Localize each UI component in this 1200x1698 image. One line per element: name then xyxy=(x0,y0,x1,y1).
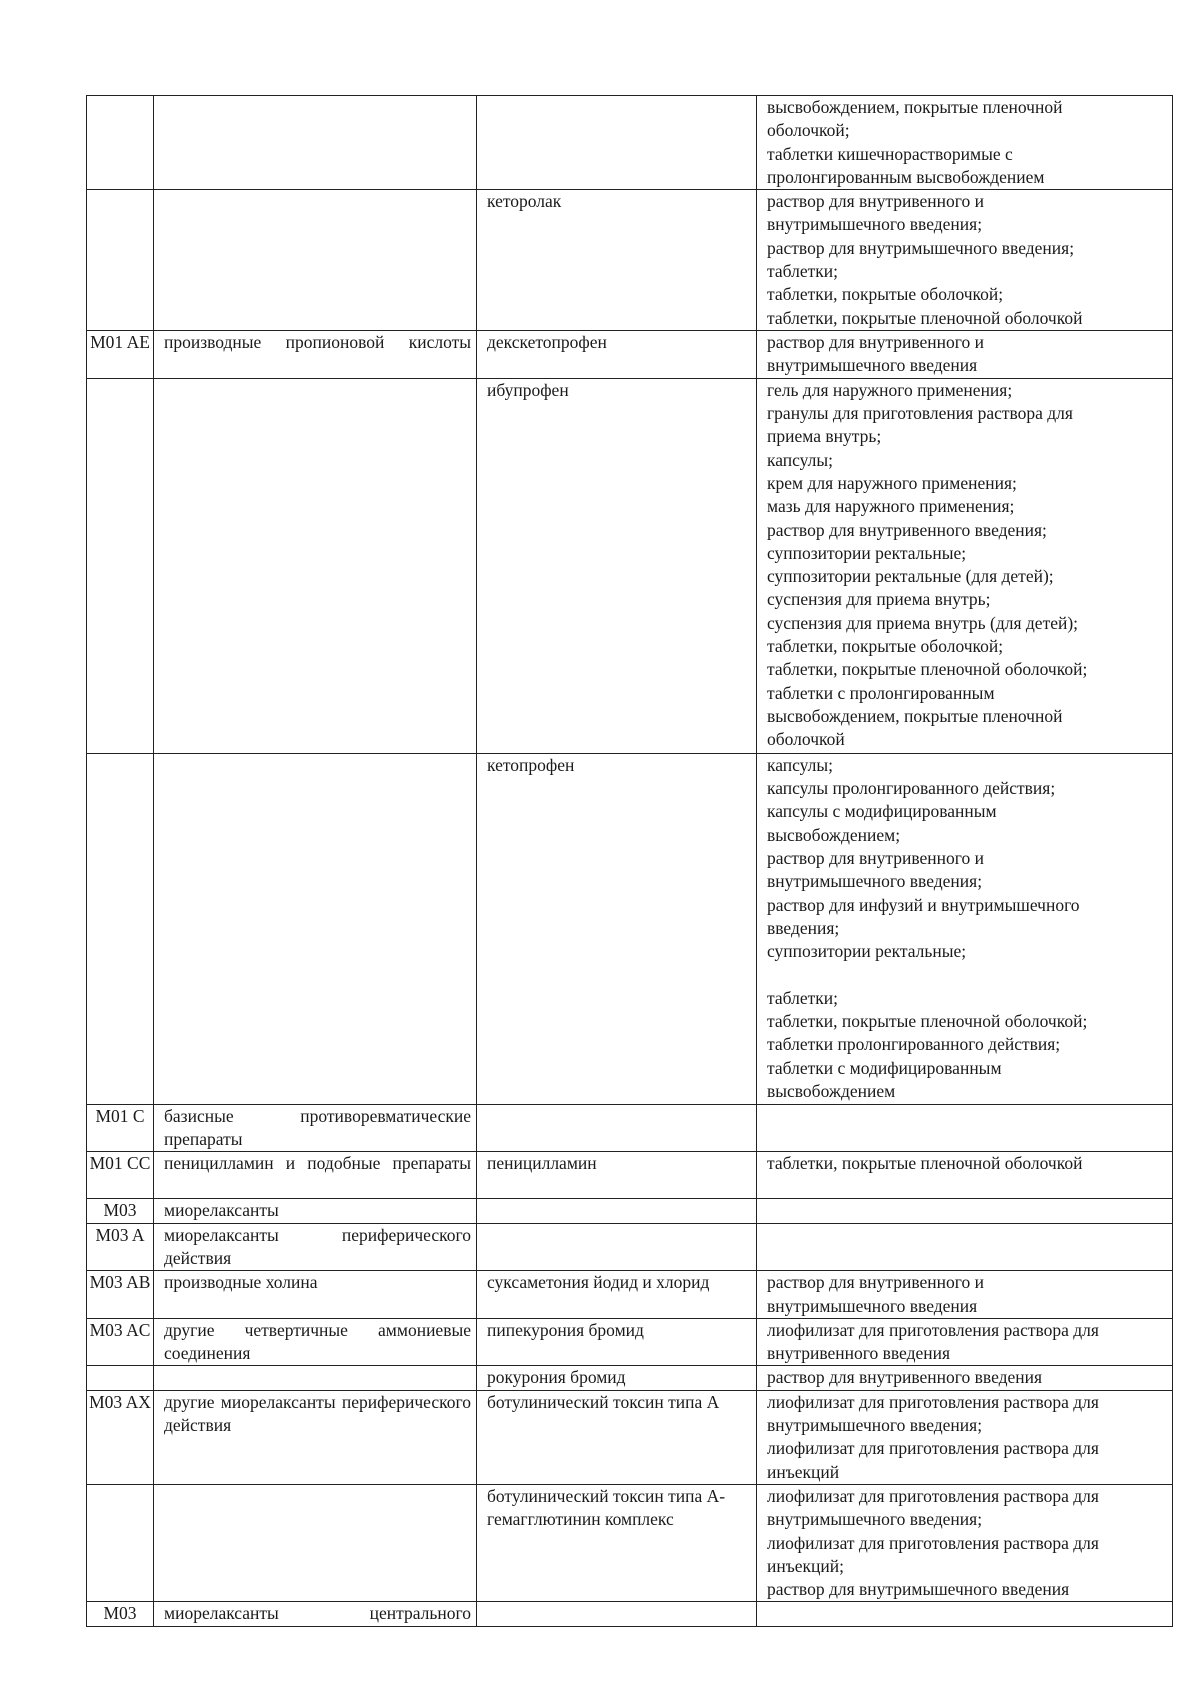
dosage-forms-cell xyxy=(757,753,1173,1104)
table-row xyxy=(87,331,1173,379)
anatomical-therapeutic-group-cell xyxy=(154,1366,477,1390)
dosage-forms-cell xyxy=(757,1366,1173,1390)
dosage-form-line: суппозитории ректальные; xyxy=(767,941,967,962)
anatomical-therapeutic-group-cell: пеницилламин и подобные препараты xyxy=(154,1152,477,1199)
dosage-form-line: раствор для внутримышечного введения xyxy=(767,1579,1070,1600)
dosage-form-line: таблетки, покрытые пленочной оболочкой; xyxy=(767,1011,1088,1032)
table-row xyxy=(87,1223,1173,1271)
dosage-forms-cell xyxy=(757,1484,1173,1601)
dosage-form-line: внутримышечного введения; xyxy=(767,871,983,892)
anatomical-therapeutic-group-cell: миорелаксанты xyxy=(154,1199,477,1223)
atc-code-cell xyxy=(87,1484,154,1601)
dosage-form-line: капсулы; xyxy=(767,449,834,470)
dosage-forms-cell xyxy=(757,1104,1173,1152)
dosage-form-line: таблетки с пролонгированным xyxy=(767,682,995,703)
anatomical-therapeutic-group-cell xyxy=(154,96,477,190)
dosage-form-line: внутримышечного введения xyxy=(767,355,978,376)
dosage-form-line: капсулы пролонгированного действия; xyxy=(767,778,1056,799)
anatomical-therapeutic-group-cell: производные холина xyxy=(154,1271,477,1319)
atc-code-cell: M03 xyxy=(87,1602,154,1626)
dosage-form-line: лиофилизат для приготовления раствора для xyxy=(767,1391,1099,1412)
dosage-form-line: раствор для инфузий и внутримышечного xyxy=(767,894,1080,915)
substance-name-cell: кеторолак xyxy=(477,190,757,331)
table-row xyxy=(87,96,1173,190)
substance-name-cell: ботулинический токсин типа A xyxy=(477,1390,757,1484)
atc-code-cell: M03 AC xyxy=(87,1318,154,1366)
atc-code-cell xyxy=(87,378,154,753)
dosage-form-line: таблетки, покрытые оболочкой; xyxy=(767,636,1004,657)
table-body xyxy=(87,96,1173,1627)
dosage-form-line: мазь для наружного применения; xyxy=(767,496,1015,517)
table-row xyxy=(87,1152,1173,1199)
anatomical-therapeutic-group-cell xyxy=(154,1484,477,1601)
dosage-form-line: оболочкой; xyxy=(767,120,850,141)
atc-code-cell: M01 AE xyxy=(87,331,154,379)
dosage-form-line: высвобождением, покрытые пленочной xyxy=(767,97,1063,117)
dosage-form-line: суппозитории ректальные; xyxy=(767,542,967,563)
dosage-form-line: раствор для внутривенного введения; xyxy=(767,519,1047,540)
dosage-form-line: высвобождением, покрытые пленочной xyxy=(767,705,1063,726)
dosage-form-line: пролонгированным высвобождением xyxy=(767,166,1045,187)
dosage-forms-cell xyxy=(757,96,1173,190)
atc-code-cell: M03 AX xyxy=(87,1390,154,1484)
atc-code-cell: M03 xyxy=(87,1199,154,1223)
substance-name-cell: пипекурония бромид xyxy=(477,1318,757,1366)
substance-name-cell: рокурония бромид xyxy=(477,1366,757,1390)
anatomical-therapeutic-group-cell: другие миорелаксанты периферического действия xyxy=(154,1390,477,1484)
substance-name-cell xyxy=(477,96,757,190)
dosage-forms-cell xyxy=(757,1390,1173,1484)
dosage-form-line: суппозитории ректальные (для детей); xyxy=(767,566,1054,587)
dosage-form-line: раствор для внутривенного и xyxy=(767,1272,985,1293)
anatomical-therapeutic-group-cell: другие четвертичные аммониевые соединения xyxy=(154,1318,477,1366)
dosage-form-line: лиофилизат для приготовления раствора для xyxy=(767,1319,1099,1340)
substance-name-cell: ибупрофен xyxy=(477,378,757,753)
atc-code-cell: M01 C xyxy=(87,1104,154,1152)
table-row xyxy=(87,190,1173,331)
dosage-form-line: раствор для внутримышечного введения; xyxy=(767,237,1075,258)
table-row xyxy=(87,1390,1173,1484)
atc-code-cell: M03 AB xyxy=(87,1271,154,1319)
dosage-form-line: введения; xyxy=(767,917,840,938)
substance-name-cell: кетопрофен xyxy=(477,753,757,1104)
dosage-form-line: крем для наружного применения; xyxy=(767,472,1017,493)
atc-code-cell xyxy=(87,753,154,1104)
dosage-form-line: внутривенного введения xyxy=(767,1343,951,1364)
anatomical-therapeutic-group-cell xyxy=(154,753,477,1104)
dosage-form-line xyxy=(767,963,1167,986)
dosage-form-line: капсулы; xyxy=(767,754,834,775)
atc-code-cell xyxy=(87,96,154,190)
dosage-form-line: таблетки с модифицированным xyxy=(767,1057,1002,1078)
dosage-form-line: таблетки, покрытые пленочной оболочкой xyxy=(767,307,1083,328)
substance-name-cell xyxy=(477,1602,757,1626)
dosage-forms-cell xyxy=(757,1199,1173,1223)
dosage-form-line: гранулы для приготовления раствора для xyxy=(767,403,1073,424)
atc-code-cell: M03 A xyxy=(87,1223,154,1271)
anatomical-therapeutic-group-cell: базисные противоревматические препараты xyxy=(154,1104,477,1152)
substance-name-cell: суксаметония йодид и хлорид xyxy=(477,1271,757,1319)
anatomical-therapeutic-group-cell: миорелаксанты периферического действия xyxy=(154,1223,477,1271)
dosage-form-line: раствор для внутривенного и xyxy=(767,332,985,353)
dosage-form-line: лиофилизат для приготовления раствора для xyxy=(767,1485,1099,1506)
dosage-form-line: таблетки, покрытые пленочной оболочкой xyxy=(767,1153,1083,1174)
dosage-form-line: инъекций xyxy=(767,1461,840,1482)
dosage-form-line: раствор для внутривенного и xyxy=(767,847,985,868)
dosage-forms-cell xyxy=(757,1602,1173,1626)
dosage-forms-cell xyxy=(757,1271,1173,1319)
table-row xyxy=(87,1271,1173,1319)
dosage-form-line: гель для наружного применения; xyxy=(767,379,1013,400)
dosage-form-line: приема внутрь; xyxy=(767,426,882,447)
dosage-form-line: таблетки, покрытые пленочной оболочкой; xyxy=(767,659,1088,680)
dosage-form-line: внутримышечного введения; xyxy=(767,1415,983,1436)
dosage-form-line: таблетки, покрытые оболочкой; xyxy=(767,284,1004,305)
dosage-form-line: капсулы с модифицированным xyxy=(767,801,997,822)
dosage-form-line: внутримышечного введения; xyxy=(767,1509,983,1530)
atc-code-cell: M01 CC xyxy=(87,1152,154,1199)
dosage-forms-cell xyxy=(757,378,1173,753)
substance-name-cell: ботулинический токсин типа A-гемагглютинин комплекс xyxy=(477,1484,757,1601)
dosage-form-line: раствор для внутривенного и xyxy=(767,191,985,212)
anatomical-therapeutic-group-cell xyxy=(154,190,477,331)
dosage-form-line: таблетки; xyxy=(767,261,838,282)
table-row xyxy=(87,1318,1173,1366)
dosage-form-line: раствор для внутривенного введения xyxy=(767,1367,1043,1388)
dosage-form-line: суспензия для приема внутрь (для детей); xyxy=(767,612,1079,633)
table-row xyxy=(87,1366,1173,1390)
dosage-form-line: таблетки; xyxy=(767,987,838,1008)
dosage-form-line: внутримышечного введения; xyxy=(767,214,983,235)
substance-name-cell: декскетопрофен xyxy=(477,331,757,379)
anatomical-therapeutic-group-cell: производные пропионовой кислоты xyxy=(154,331,477,379)
table-row xyxy=(87,753,1173,1104)
substance-name-cell: пеницилламин xyxy=(477,1152,757,1199)
dosage-form-line: инъекций; xyxy=(767,1555,845,1576)
table-row xyxy=(87,1104,1173,1152)
dosage-form-line: оболочкой xyxy=(767,729,845,750)
dosage-forms-cell xyxy=(757,331,1173,379)
substance-name-cell xyxy=(477,1104,757,1152)
table-row xyxy=(87,1602,1173,1626)
dosage-forms-cell xyxy=(757,190,1173,331)
dosage-forms-cell xyxy=(757,1223,1173,1271)
dosage-form-line: таблетки пролонгированного действия; xyxy=(767,1034,1061,1055)
table-row xyxy=(87,1199,1173,1223)
dosage-form-line: суспензия для приема внутрь; xyxy=(767,589,991,610)
atc-code-cell xyxy=(87,190,154,331)
dosage-forms-cell xyxy=(757,1152,1173,1199)
dosage-form-line: таблетки кишечнорастворимые с xyxy=(767,143,1013,164)
dosage-form-line: высвобождением; xyxy=(767,824,901,845)
anatomical-therapeutic-group-cell xyxy=(154,378,477,753)
substance-name-cell xyxy=(477,1199,757,1223)
atc-code-cell xyxy=(87,1366,154,1390)
dosage-form-line: высвобождением xyxy=(767,1080,896,1101)
table-row xyxy=(87,1484,1173,1601)
table-row xyxy=(87,378,1173,753)
drug-classification-table xyxy=(86,95,1173,1627)
dosage-form-line: внутримышечного введения xyxy=(767,1295,978,1316)
dosage-form-line: лиофилизат для приготовления раствора для xyxy=(767,1438,1099,1459)
dosage-form-line: лиофилизат для приготовления раствора для xyxy=(767,1532,1099,1553)
anatomical-therapeutic-group-cell: миорелаксанты центрального xyxy=(154,1602,477,1626)
dosage-forms-cell xyxy=(757,1318,1173,1366)
substance-name-cell xyxy=(477,1223,757,1271)
